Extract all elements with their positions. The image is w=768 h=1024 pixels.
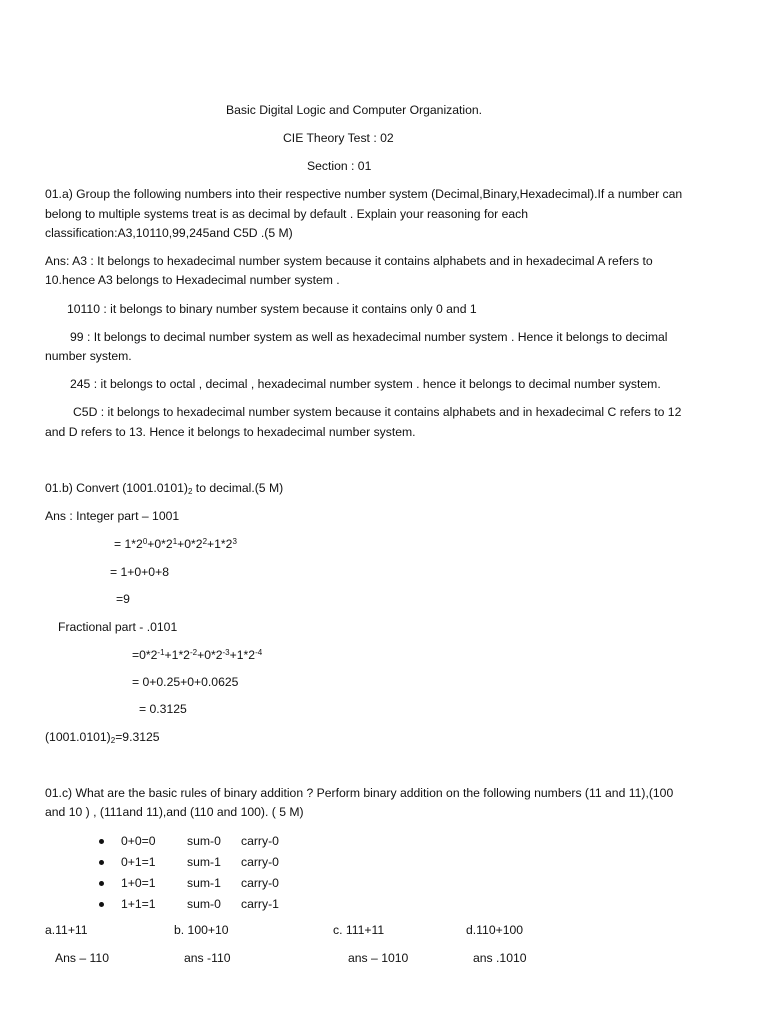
q1b-integer-step-1: = $1*2^0+0*2^1+0*2^2+1*2^3$ xyxy=(114,537,237,551)
bullet-icon xyxy=(99,902,104,907)
q1b-question: 01.b) Convert $(1001.0101)_2$ to decimal.(5 M) xyxy=(45,481,284,496)
rule-carry: carry-0 xyxy=(241,855,279,869)
rule-sum: sum-0 xyxy=(187,897,221,911)
q1a-answer-99-line-2: number system. xyxy=(45,349,132,363)
rule-sum: sum-1 xyxy=(187,855,221,869)
q1b-integer-label: Ans : Integer part – 1001 xyxy=(45,509,180,523)
q1a-answer-c5d-line-1: C5D : it belongs to hexadecimal number system because it contains alphabets and in hexadecimal C refers to 12 xyxy=(73,405,682,419)
rule-equation: 0+0=0 xyxy=(121,834,156,848)
q1b-integer-step-2: = 1+0+0+8 xyxy=(110,565,169,579)
bullet-icon xyxy=(99,881,104,886)
document-title: Basic Digital Logic and Computer Organization. xyxy=(226,103,483,117)
q1b-fractional-step-1: $=0*2^{-1}+1*2^{-2}+0*2^{-3}+1*2^{-4}$ xyxy=(132,648,263,662)
test-name: CIE Theory Test : 02 xyxy=(283,131,394,145)
answer-a: Ans – 110 xyxy=(55,951,109,965)
q1b-result: $(1001.0101)_2=9.3125$ xyxy=(45,730,160,745)
q1a-answer-a3-line-2: 10.hence A3 belongs to Hexadecimal number system . xyxy=(45,273,340,287)
q1a-answer-c5d-line-2: and D refers to 13. Hence it belongs to hexadecimal number system. xyxy=(45,425,416,439)
q1b-integer-step-3: =9 xyxy=(116,592,130,606)
q1a-answer-10110: 10110 : it belongs to binary number system because it contains only 0 and 1 xyxy=(67,302,477,316)
q1b-fractional-label: Fractional part - .0101 xyxy=(58,620,178,634)
problem-a: a.11+11 xyxy=(45,923,88,937)
rule-sum: sum-1 xyxy=(187,876,221,890)
bullet-icon xyxy=(99,839,104,844)
rule-equation: 0+1=1 xyxy=(121,855,156,869)
q1a-question-line-3: classification:A3,10110,99,245and C5D .(5 M) xyxy=(45,226,293,240)
problem-c: c. 111+11 xyxy=(333,923,385,937)
section-label: Section : 01 xyxy=(307,159,372,173)
q1a-answer-245: 245 : it belongs to octal , decimal , hexadecimal number system . hence it belongs to decimal number system. xyxy=(70,377,661,391)
rule-carry: carry-0 xyxy=(241,834,279,848)
rule-carry: carry-1 xyxy=(241,897,279,911)
problem-b: b. 100+10 xyxy=(174,923,229,937)
q1a-question-line-1: 01.a) Group the following numbers into their respective number system (Decimal,Binary,Hexadecimal).If a number can xyxy=(45,187,683,201)
q1a-question-line-2: belong to multiple systems treat is as decimal by default . Explain your reasoning for each xyxy=(45,207,529,221)
q1a-answer-99-line-1: 99 : It belongs to decimal number system as well as hexadecimal number system . Hence it belongs to decimal xyxy=(70,330,668,344)
q1b-fractional-step-3: = 0.3125 xyxy=(139,702,187,716)
rule-equation: 1+0=1 xyxy=(121,876,156,890)
rule-carry: carry-0 xyxy=(241,876,279,890)
bullet-icon xyxy=(99,860,104,865)
answer-b: ans -110 xyxy=(184,951,231,965)
answer-c: ans – 1010 xyxy=(348,951,409,965)
q1b-fractional-step-2: = 0+0.25+0+0.0625 xyxy=(132,675,239,689)
answer-d: ans .1010 xyxy=(473,951,527,965)
q1a-answer-a3-line-1: Ans: A3 : It belongs to hexadecimal number system because it contains alphabets and in hexadecimal A refers to xyxy=(45,254,653,268)
q1c-question-line-1: 01.c) What are the basic rules of binary addition ? Perform binary addition on the following numbers (11 and 11),(100 xyxy=(45,786,674,800)
rule-equation: 1+1=1 xyxy=(121,897,156,911)
problem-d: d.110+100 xyxy=(466,923,524,937)
rule-sum: sum-0 xyxy=(187,834,221,848)
q1c-question-line-2: and 10 ) , (111and 11),and (110 and 100). ( 5 M) xyxy=(45,805,304,819)
